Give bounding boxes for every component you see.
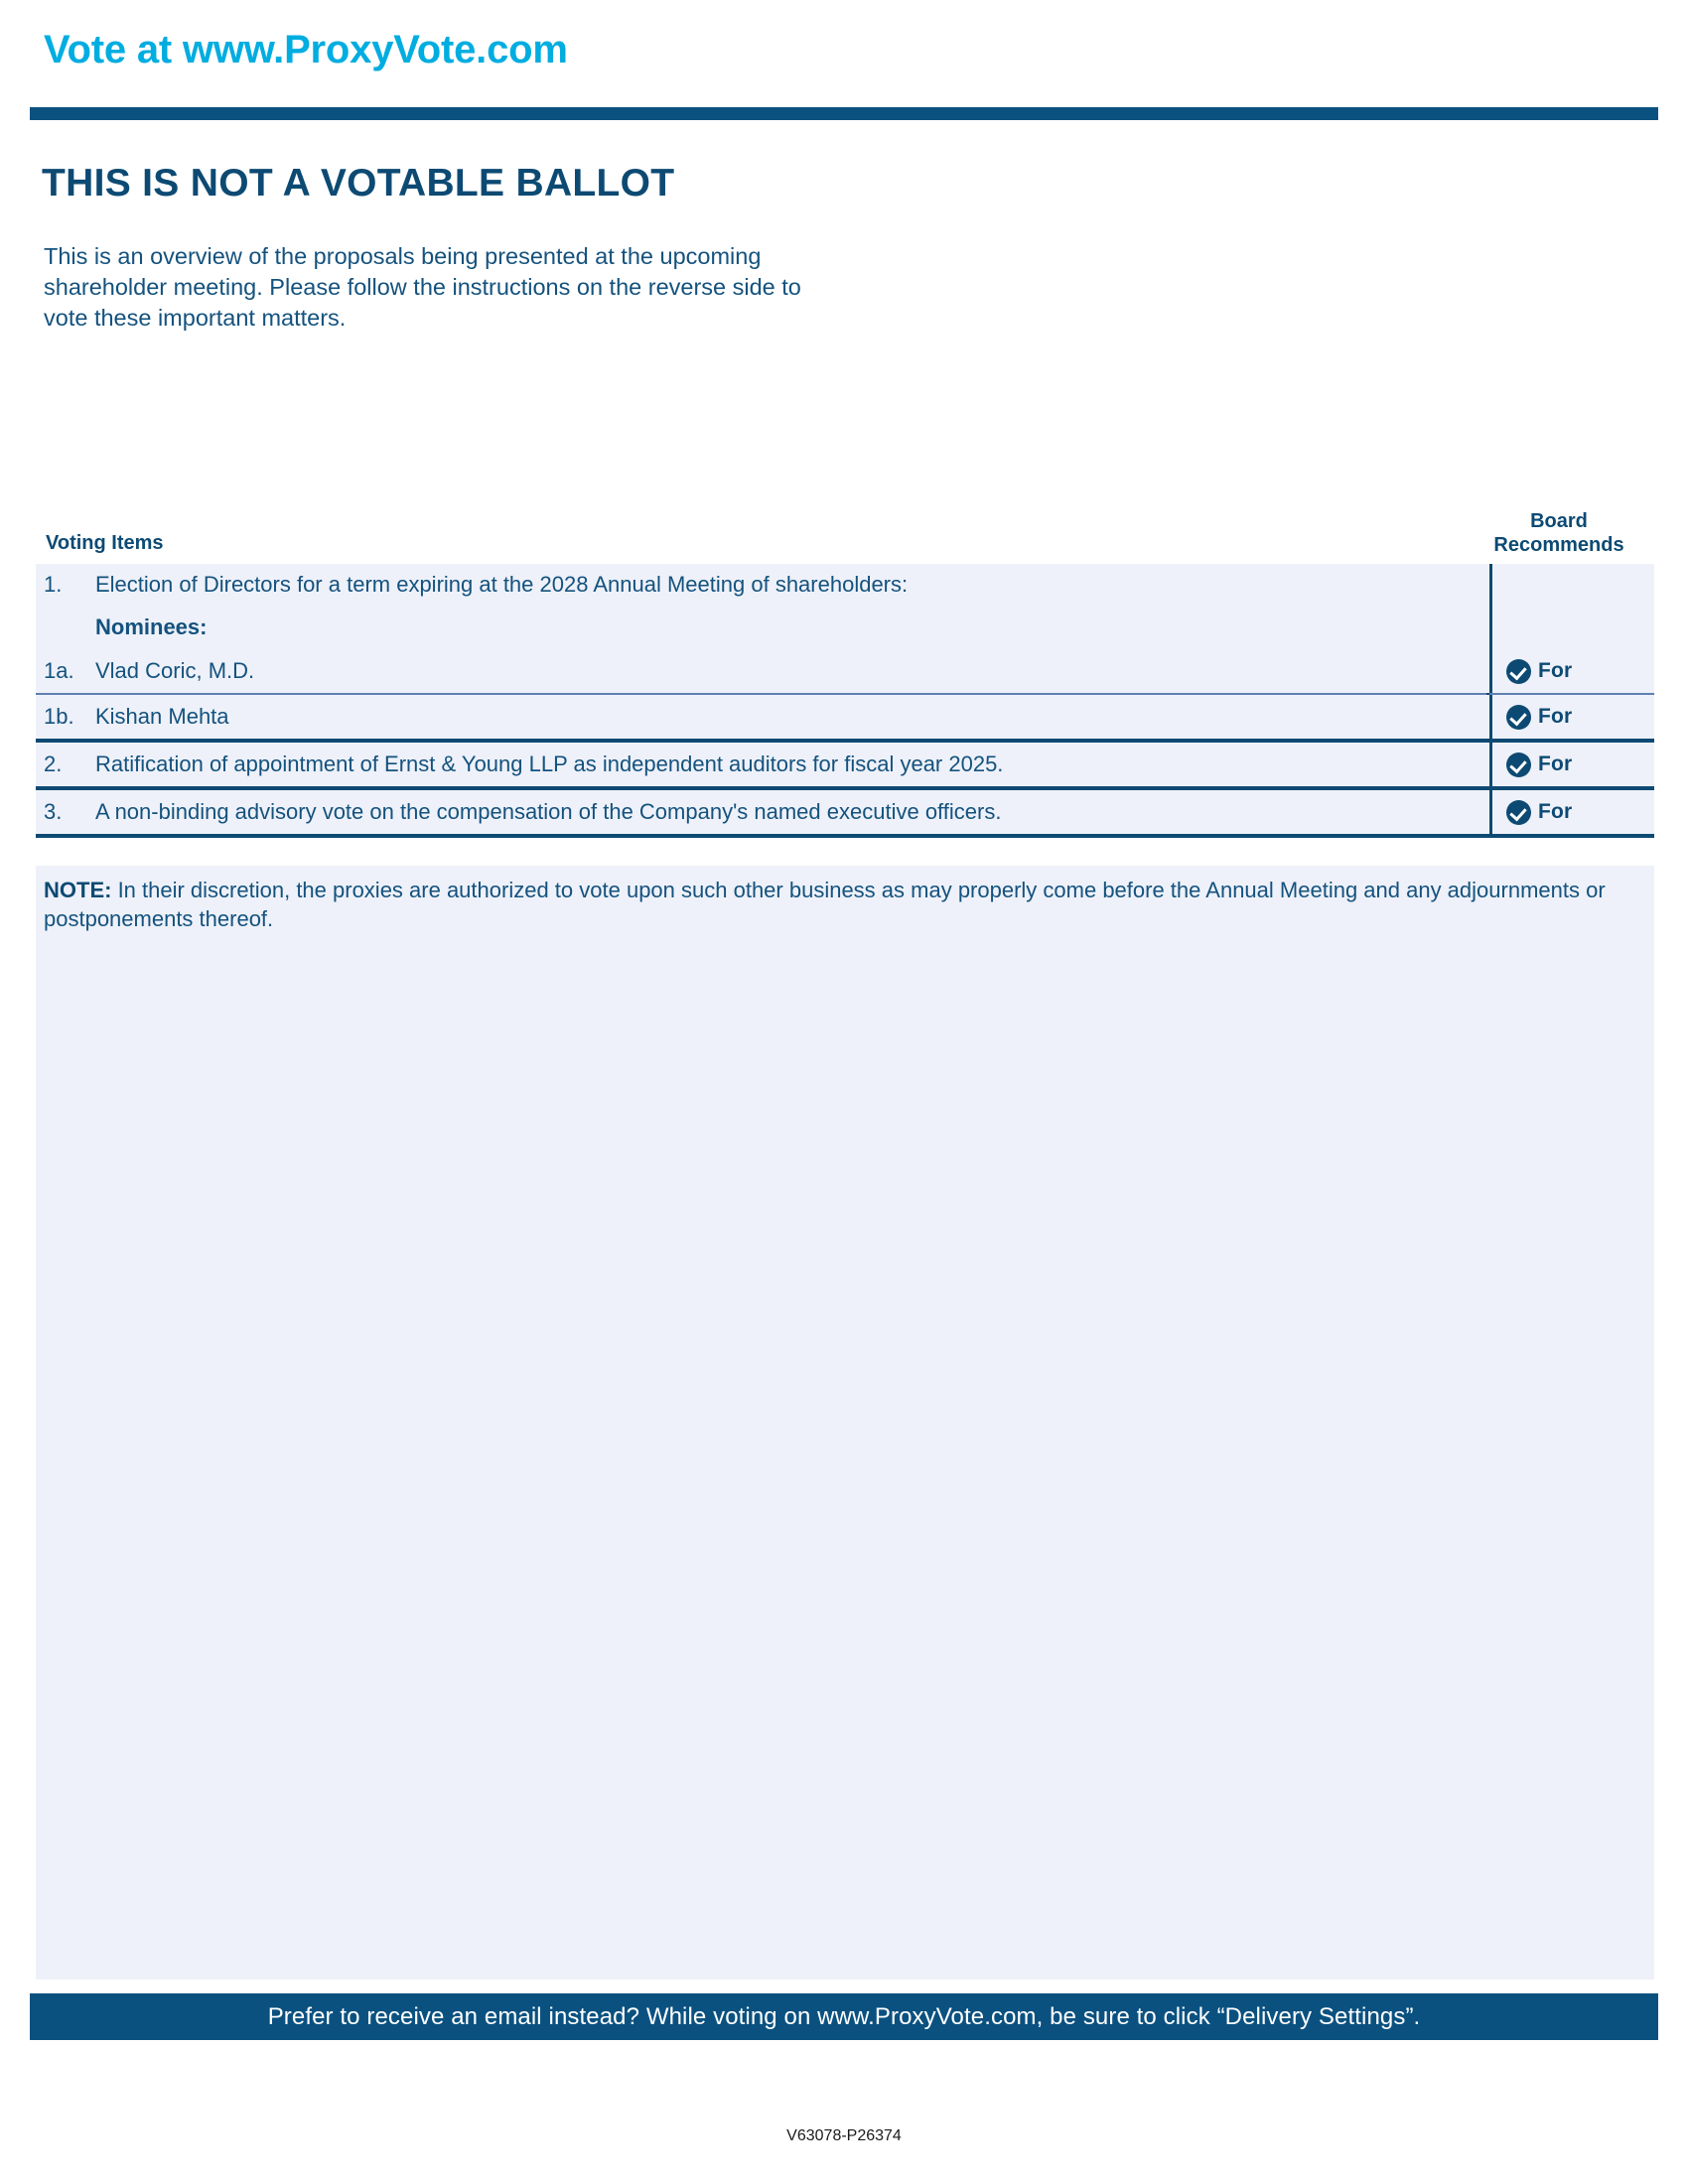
note-label: NOTE: [44,878,112,902]
row-text: Vlad Coric, M.D. [95,658,255,683]
check-circle-icon [1506,659,1531,684]
table-row [36,649,1654,693]
row-number: 1a. [44,658,74,683]
row-text: Ratification of appointment of Ernst & Young LLP as independent auditors for fiscal year 2025. [95,751,1004,776]
row-recommendation [1489,695,1654,739]
row-text: Kishan Mehta [95,704,229,729]
board-recommends-line1: Board [1530,510,1588,532]
row-separator [36,834,1654,838]
row-text: Nominees: [95,614,208,639]
table-row [36,606,1654,649]
table-row [36,695,1654,739]
document-code: V63078-P26374 [786,2127,902,2144]
board-recommends-column-header [1460,509,1658,557]
row-number: 2. [44,751,63,776]
row-number: 3. [44,799,63,824]
note-section [36,866,1654,945]
intro-paragraph: This is an overview of the proposals being presented at the upcoming shareholder meeting. Please follow the instructions on the reverse side to vote these important matters. [44,243,801,331]
row-recommendation [1489,564,1654,606]
note-text [44,876,1640,933]
top-navy-rule [30,107,1658,120]
check-circle-icon [1506,752,1531,777]
table-row [36,743,1654,786]
row-number: 1b. [44,704,74,729]
voting-items-table [36,564,1654,838]
board-recommends-line2: Recommends [1493,534,1624,556]
recommendation-label: For [1538,752,1573,775]
recommendation-label: For [1538,659,1573,682]
row-recommendation [1489,743,1654,786]
check-circle-icon [1506,705,1531,730]
row-text: Election of Directors for a term expiring at the 2028 Annual Meeting of shareholders: [95,572,909,597]
vote-url-heading: Vote at www.ProxyVote.com [44,28,568,71]
voting-items-column-header: Voting Items [46,532,164,554]
page-title: THIS IS NOT A VOTABLE BALLOT [42,162,675,205]
row-recommendation [1489,790,1654,834]
recommendation-label: For [1538,705,1573,728]
table-row [36,790,1654,834]
row-text: A non-binding advisory vote on the compensation of the Company's named executive officers. [95,799,1002,824]
row-recommendation [1489,606,1654,649]
row-recommendation [1489,649,1654,693]
footer-banner-text: Prefer to receive an email instead? While voting on www.ProxyVote.com, be sure to click “Delivery Settings”. [267,2002,1421,2030]
row-number: 1. [44,572,63,597]
recommendation-label: For [1538,800,1573,823]
table-row [36,564,1654,606]
blank-content-area [36,939,1654,1979]
note-body: In their discretion, the proxies are authorized to vote upon such other business as may properly come before the Annual Meeting and any adjournments or postponements thereof. [44,878,1606,931]
footer-banner [30,1993,1658,2040]
check-circle-icon [1506,800,1531,825]
